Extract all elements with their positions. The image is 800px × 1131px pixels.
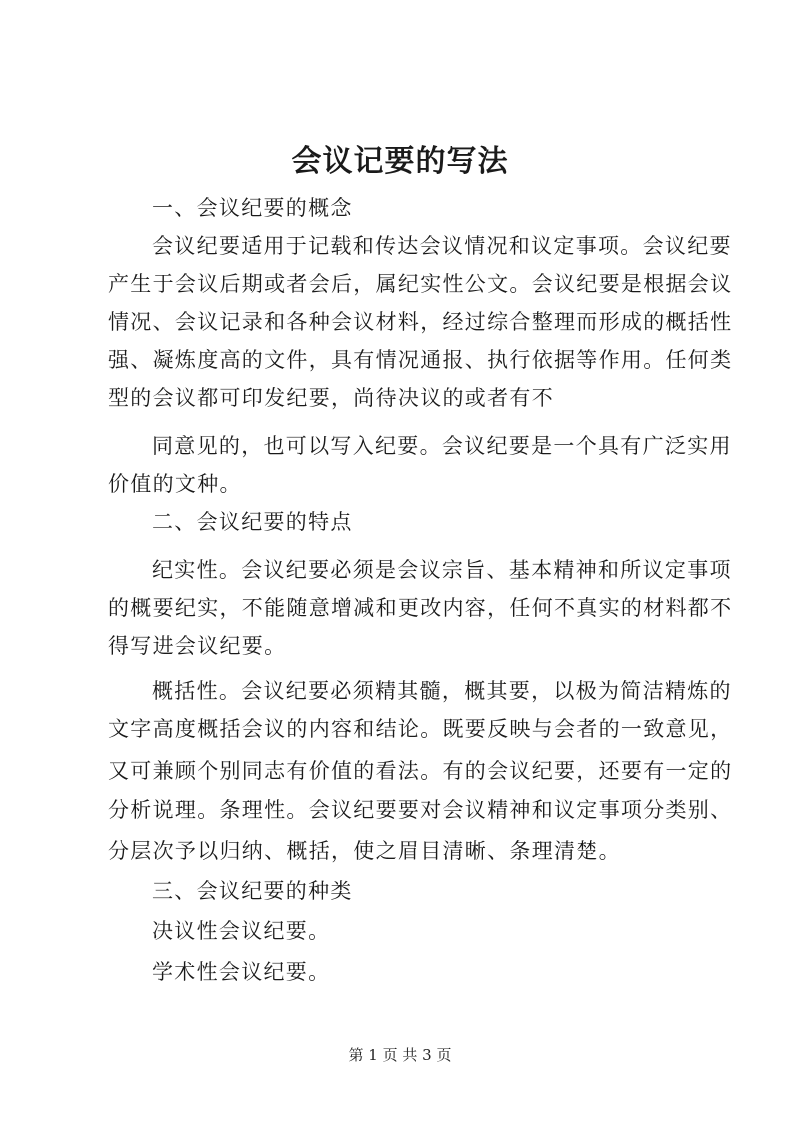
paragraph-line: 强、凝炼度高的文件，具有情况通报、执行依据等作用。任何类 <box>108 348 733 372</box>
section-heading-2: 二、会议纪要的特点 <box>152 510 353 534</box>
paragraph-line: 产生于会议后期或者会后，属纪实性公文。会议纪要是根据会议 <box>108 272 733 296</box>
list-item: 决议性会议纪要。 <box>152 919 331 943</box>
paragraph-line: 会议纪要适用于记载和传达会议情况和议定事项。会议纪要 <box>152 234 732 258</box>
paragraph-line: 概括性。会议纪要必须精其髓，概其要，以极为简洁精炼的 <box>152 679 732 703</box>
paragraph-line: 文字高度概括会议的内容和结论。既要反映与会者的一致意见， <box>108 717 733 741</box>
list-item: 学术性会议纪要。 <box>152 960 331 984</box>
paragraph-line: 情况、会议记录和各种会议材料，经过综合整理而形成的概括性 <box>108 310 733 334</box>
paragraph-line: 纪实性。会议纪要必须是会议宗旨、基本精神和所议定事项 <box>152 558 732 582</box>
page-number-footer: 第 1 页 共 3 页 <box>348 1046 452 1064</box>
paragraph-line: 同意见的，也可以写入纪要。会议纪要是一个具有广泛实用 <box>152 434 732 458</box>
paragraph-line: 价值的文种。 <box>108 472 242 496</box>
paragraph-line: 得写进会议纪要。 <box>108 634 287 658</box>
document-title: 会议记要的写法 <box>291 144 509 179</box>
paragraph-line: 分层次予以归纳、概括，使之眉目清晰、条理清楚。 <box>108 839 621 863</box>
paragraph-line: 的概要纪实，不能随意增减和更改内容，任何不真实的材料都不 <box>108 596 733 620</box>
section-heading-3: 三、会议纪要的种类 <box>152 879 353 903</box>
paragraph-line: 型的会议都可印发纪要，尚待决议的或者有不 <box>108 386 554 410</box>
section-heading-1: 一、会议纪要的概念 <box>152 196 353 220</box>
paragraph-line: 又可兼顾个别同志有价值的看法。有的会议纪要，还要有一定的 <box>108 759 733 783</box>
paragraph-line: 分析说理。条理性。会议纪要要对会议精神和议定事项分类别、 <box>108 798 733 822</box>
